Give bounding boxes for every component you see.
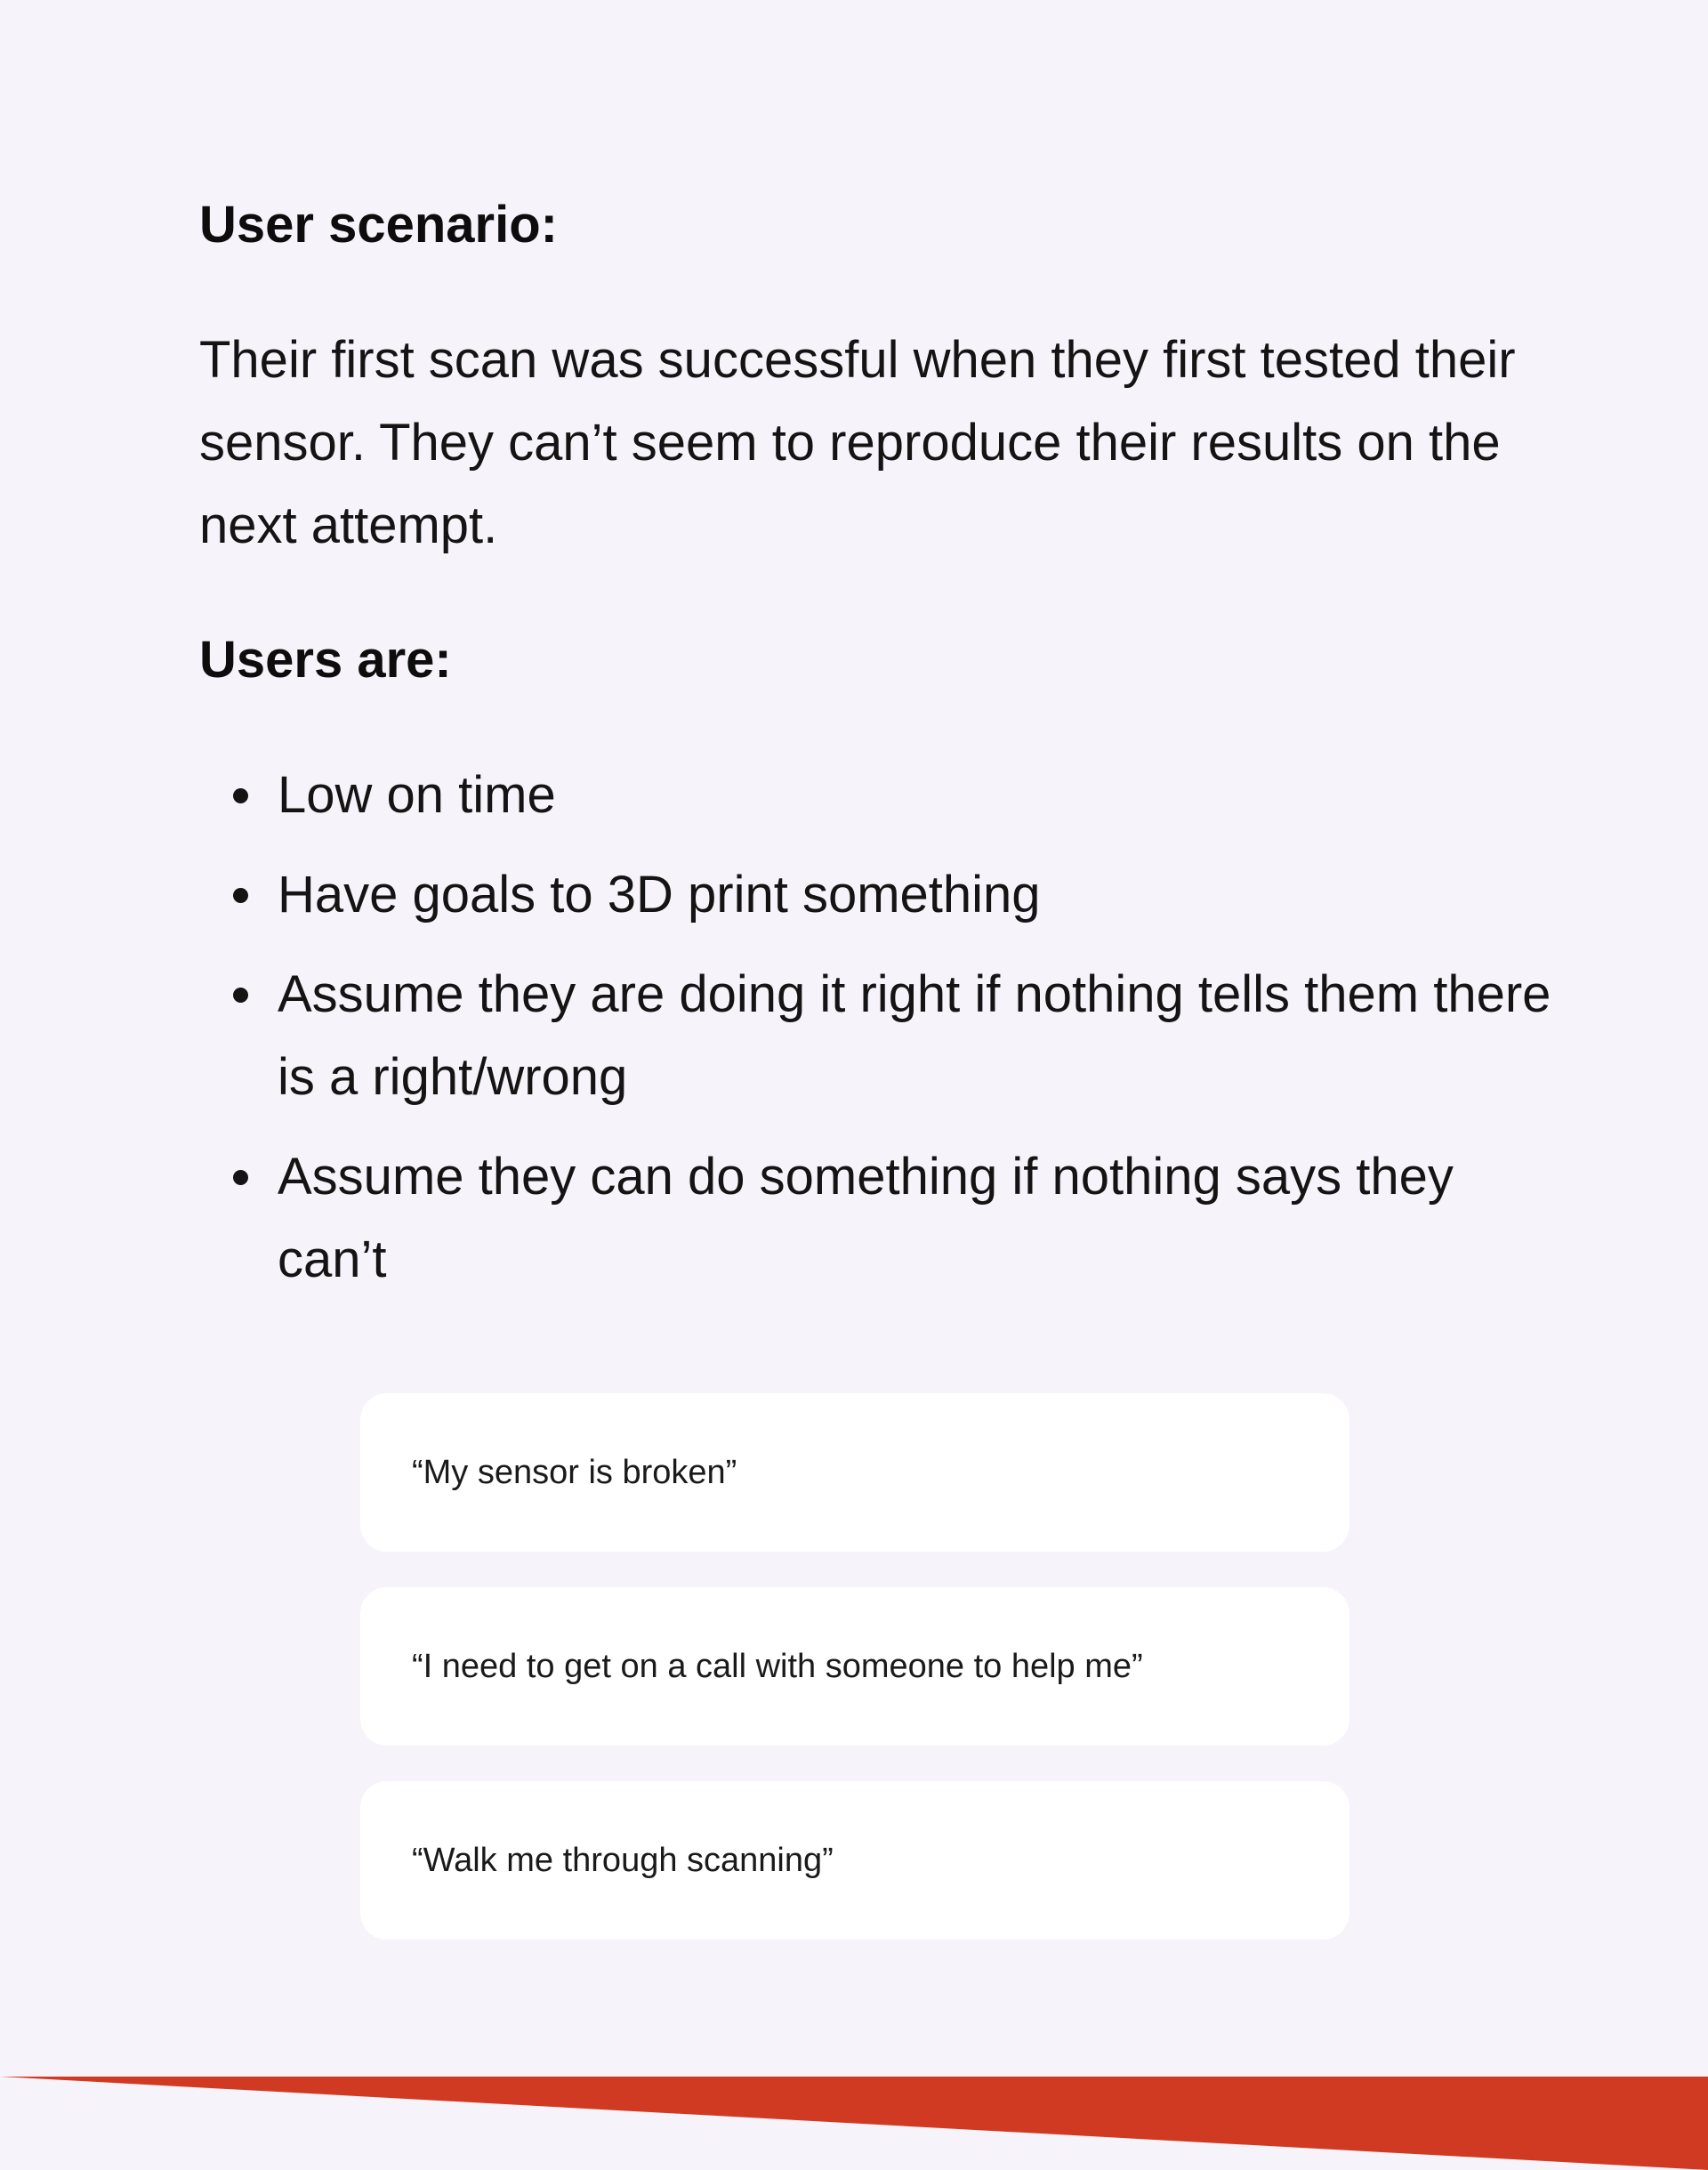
quote-card	[360, 1781, 1349, 1940]
accent-wedge	[0, 2077, 1708, 2170]
list-item	[199, 754, 1569, 836]
list-item	[199, 1135, 1569, 1301]
quote-card	[360, 1587, 1349, 1746]
user-scenario-heading: User scenario:	[199, 196, 558, 254]
bullet-icon	[233, 988, 248, 1003]
list-item-text: Assume they are doing it right if nothing tells them there is a right/wrong	[278, 965, 1551, 1106]
user-traits-list	[199, 754, 1569, 1318]
users-are-heading: Users are:	[199, 631, 452, 689]
list-item	[199, 853, 1569, 936]
list-item-text: Low on time	[278, 766, 556, 824]
quote-text: “Walk me through scanning”	[412, 1841, 834, 1879]
list-item-text: Have goals to 3D print something	[278, 866, 1041, 924]
quote-text: “I need to get on a call with someone to help me”	[412, 1647, 1143, 1685]
quote-card	[360, 1393, 1349, 1552]
quote-text: “My sensor is broken”	[412, 1453, 737, 1491]
user-scenario-text: Their first scan was successful when they first tested their sensor. They can’t seem to reproduce their results on the next attempt.	[199, 331, 1516, 554]
bullet-icon	[233, 1170, 248, 1185]
list-item	[199, 953, 1569, 1118]
bullet-icon	[233, 788, 248, 803]
bullet-icon	[233, 888, 248, 903]
list-item-text: Assume they can do something if nothing says they can’t	[278, 1148, 1454, 1288]
